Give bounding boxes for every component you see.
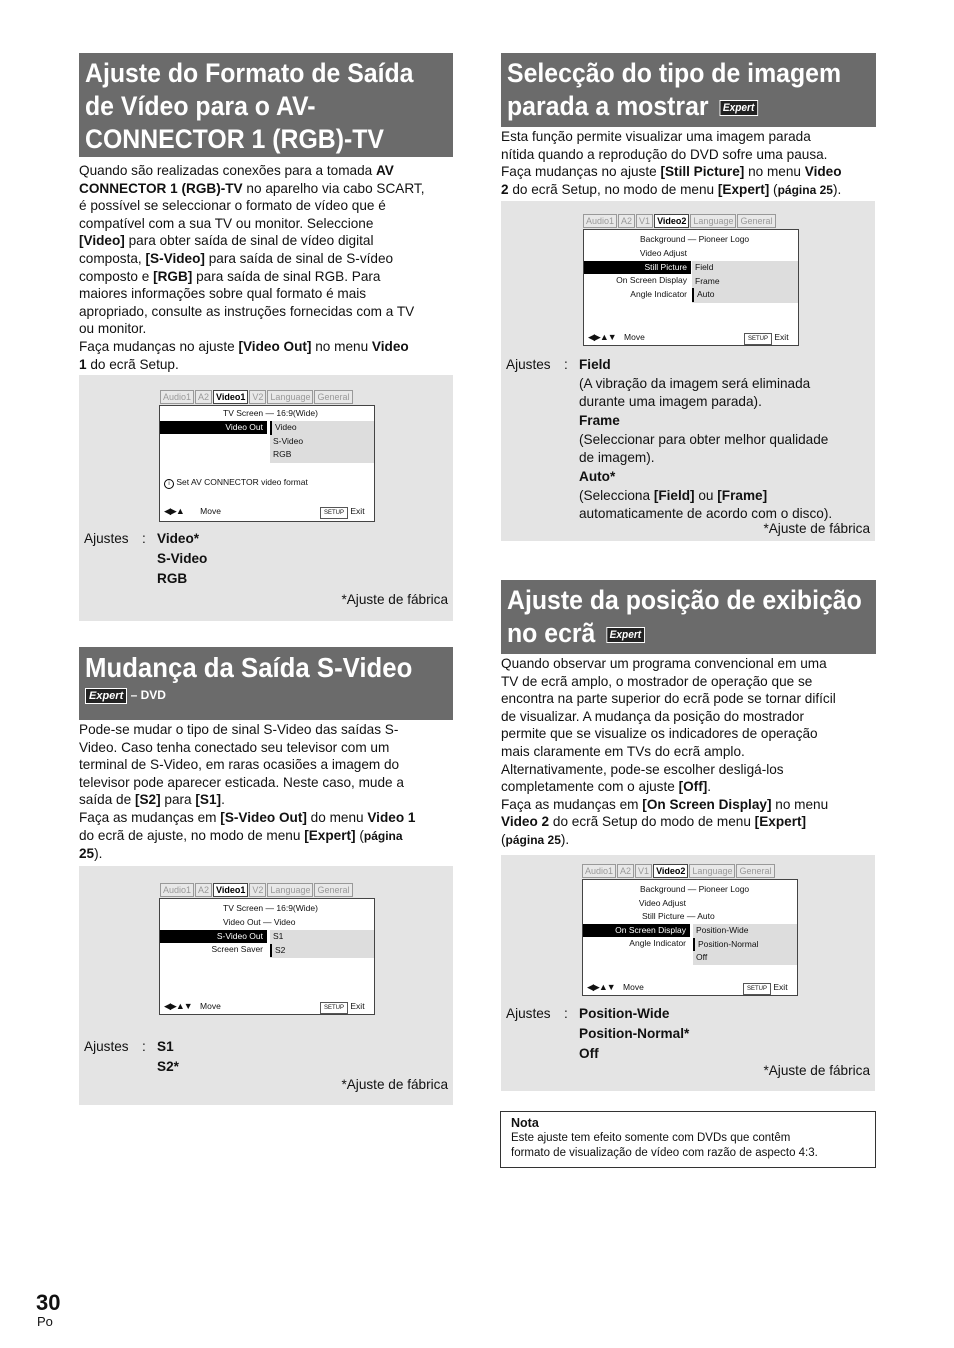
menu-row-video-adjust[interactable]: Video Adjust <box>639 248 687 258</box>
tab-language[interactable]: Language <box>690 214 736 228</box>
menu-row-tv-screen[interactable]: TV Screen — 16:9(Wide) <box>223 408 318 418</box>
menu-row-on-screen-display[interactable]: On Screen Display <box>583 924 690 937</box>
menu-tabs <box>160 390 354 404</box>
video-out-options <box>270 421 374 463</box>
tab-language[interactable]: Language <box>267 390 313 404</box>
tab-video2[interactable]: Video2 <box>654 214 689 228</box>
tab-video2[interactable]: Video2 <box>653 864 688 878</box>
tab-v2[interactable]: V2 <box>249 883 266 897</box>
menu-footer: ◀▶▲▼ Move SETUP Exit <box>588 332 794 343</box>
menu-tabs <box>582 864 776 878</box>
page-number: 30 <box>36 1290 61 1315</box>
option-s-video[interactable]: S-Video <box>273 435 304 446</box>
tab-v1[interactable]: V1 <box>635 864 652 878</box>
menu-row-still-picture[interactable]: Still Picture — Auto <box>642 911 715 921</box>
tab-language[interactable]: Language <box>689 864 735 878</box>
menu-row-angle-indicator[interactable]: Angle Indicator <box>630 289 687 299</box>
menu-row-s-video-out[interactable]: S-Video Out <box>160 930 267 943</box>
setup-screen <box>582 879 798 996</box>
section4-title-line2: no ecrã Expert <box>507 617 841 650</box>
option-off[interactable]: Off <box>696 952 708 962</box>
option-auto[interactable]: Auto <box>692 288 798 302</box>
setup-key-icon: SETUP <box>743 983 771 995</box>
section3-title-line1: Selecção do tipo de imagem <box>507 58 842 88</box>
expert-badge: Expert <box>85 688 127 704</box>
tab-a2[interactable]: A2 <box>195 883 212 897</box>
menu-row-on-screen-display[interactable]: On Screen Display <box>616 275 687 285</box>
setup-screen <box>583 229 799 346</box>
option-position-wide[interactable]: Position-Wide <box>696 925 749 935</box>
section4-title-line1: Ajuste da posição de exibição <box>507 585 862 615</box>
arrow-keys-icon: ◀▶▲▼ <box>588 332 616 342</box>
arrow-keys-icon: ◀▶▲ <box>164 506 184 516</box>
tab-video1[interactable]: Video1 <box>213 883 248 897</box>
tab-audio1[interactable]: Audio1 <box>583 214 617 228</box>
factory-note: *Ajuste de fábrica <box>341 592 448 607</box>
setup-screen <box>159 405 375 522</box>
ajustes-label: Ajustes <box>84 1039 129 1054</box>
option-position-normal[interactable]: Position-Normal <box>693 938 797 952</box>
menu-row-still-picture[interactable]: Still Picture <box>584 261 691 274</box>
menu-row-screen-saver[interactable]: Screen Saver <box>211 944 263 954</box>
section1-body: Quando são realizadas conexões para a tomada AV CONNECTOR 1 (RGB)-TV no aparelho via cabo SCART, é possível se seleccionar o formato de vídeo que é compatível com a sua TV ou monitor. Seleccione [Video] para obter saída de sinal de vídeo digital composta, [S-Video] para saída de sinal de S-vídeo composto e [RGB] para saída de sinal RGB. Para maiores informações sobre qual formato é mais apropriado, consulte as instruções fornecidas com a TV ou monitor. Faça mudanças no ajuste [Video Out] no menu Video 1 do ecrã Setup. <box>79 163 425 372</box>
tab-general[interactable]: General <box>737 214 775 228</box>
factory-note: *Ajuste de fábrica <box>341 1077 448 1092</box>
option-s1[interactable]: S1 <box>273 931 284 941</box>
section2-body: Pode-se mudar o tipo de sinal S-Video das saídas S- Video. Caso tenha conectado seu televisor com um terminal de S-Video, em raras ocasiões a imagem do televisor pode aparecer esticada. Neste caso, mude a saída de [S2] para [S1]. Faça as mudanças em [S-Video Out] do menu Video 1 do ecrã de ajuste, no modo de menu [Expert] (página 25). <box>79 722 416 862</box>
menu-row-background[interactable]: Background — Pioneer Logo <box>640 884 750 894</box>
page-language: Po <box>37 1314 53 1329</box>
section4-body: Quando observar um programa convencional em uma TV de ecrã amplo, o mostrador de operação que se encontra na parte superior do ecrã pode se tornar difícil de visualizar. A mudança da posição do mostrador permite que se visualize os indicadores de operação mais claramente em TVs do ecrã amplo. Alternativamente, pode-se escolher desligá-los completamente com o ajuste [Off]. Faça as mudanças em [On Screen Display] no menu Video 2 do ecrã Setup do modo de menu [Expert] (página 25). <box>501 656 836 847</box>
expert-badge: Expert <box>606 627 645 643</box>
option-rgb[interactable]: RGB <box>273 449 292 459</box>
ajustes-values: Field (A vibração da imagem será eliminada durante uma imagem parada). Frame (Seleccionar para obter melhor qualidade de imagem). Auto* (Selecciona [Field] ou [Frame] automaticamente de acordo com o disco). <box>579 357 833 521</box>
tab-v1[interactable]: V1 <box>636 214 653 228</box>
section2-menu-box: Audio1 A2 Video1 V2 Language General TV Screen — 16:9(Wide) Video Out — Video S-Video Out Screen Saver S1 S2 ◀▶▲▼ Move SETUP Exit Ajustes : S1 S2* *Ajuste de fábrica <box>79 866 453 1105</box>
tab-general[interactable]: General <box>314 883 352 897</box>
still-picture-options <box>692 261 798 303</box>
menu-row-angle-indicator[interactable]: Angle Indicator <box>629 938 686 948</box>
ajustes-label: Ajustes <box>506 357 551 372</box>
note-line1: Este ajuste tem efeito somente com DVDs que contêm <box>511 1132 791 1144</box>
tab-video1[interactable]: Video1 <box>213 390 248 404</box>
ajustes-label: Ajustes <box>506 1006 551 1021</box>
menu-row-background[interactable]: Background — Pioneer Logo <box>640 234 750 244</box>
tab-a2[interactable]: A2 <box>617 864 634 878</box>
arrow-keys-icon: ◀▶▲▼ <box>587 982 615 992</box>
section1-menu-box: Audio1 A2 Video1 V2 Language General TV Screen — 16:9(Wide) Video Out Video S-Video RGB i Set AV CONNECTOR video format ◀▶▲ Move SETUP Exit Ajustes : Video* S-Video RGB *Ajuste de fábrica <box>79 375 453 621</box>
section3-body: Esta função permite visualizar uma imagem parada nítida quando a reprodução do DVD sofre uma pausa. Faça mudanças no ajuste [Still Picture] no menu Video 2 do ecrã Setup, no modo de menu [Expert] (página 25). <box>501 129 842 197</box>
setup-screen <box>159 898 375 1015</box>
arrow-keys-icon: ◀▶▲▼ <box>164 1001 192 1011</box>
setup-key-icon: SETUP <box>320 1002 348 1014</box>
section3-header <box>501 53 876 127</box>
menu-row-video-out[interactable]: Video Out <box>160 421 267 434</box>
section4-menu-box: Audio1 A2 V1 Video2 Language General Background — Pioneer Logo Video Adjust Still Picture — Auto On Screen Display Angle Indicator Position-Wide Position-Normal Off ◀▶▲▼ Move SETUP Exit Ajustes : Position-Wide Position-Normal* Off *Ajuste de fábrica <box>501 855 875 1091</box>
section1-title-line2: de Vídeo para o AV- <box>85 91 316 121</box>
note-line2: formato de visualização de vídeo com razão de aspecto 4:3. <box>511 1147 818 1159</box>
option-frame[interactable]: Frame <box>695 275 720 286</box>
menu-row-video-out[interactable]: Video Out — Video <box>223 917 296 927</box>
info-icon: i <box>164 479 174 489</box>
tab-audio1[interactable]: Audio1 <box>160 390 194 404</box>
setup-key-icon: SETUP <box>320 507 348 519</box>
s-video-options <box>270 930 374 958</box>
tab-v2[interactable]: V2 <box>249 390 266 404</box>
tab-audio1[interactable]: Audio1 <box>582 864 616 878</box>
note-box <box>500 1111 876 1168</box>
section1-title-line3: CONNECTOR 1 (RGB)-TV <box>85 124 385 154</box>
menu-info: i Set AV CONNECTOR video format <box>164 476 308 489</box>
on-screen-display-options <box>693 924 797 965</box>
menu-row-tv-screen[interactable]: TV Screen — 16:9(Wide) <box>223 903 318 913</box>
option-s2[interactable]: S2 <box>270 944 374 958</box>
tab-a2[interactable]: A2 <box>195 390 212 404</box>
menu-footer: ◀▶▲▼ Move SETUP Exit <box>587 982 793 993</box>
menu-footer: ◀▶▲▼ Move SETUP Exit <box>164 1001 370 1012</box>
note-title: Nota <box>511 1116 539 1130</box>
menu-footer: ◀▶▲ Move SETUP Exit <box>164 506 370 517</box>
section1-title-line1: Ajuste do Formato de Saída <box>85 58 414 88</box>
menu-tabs <box>160 883 354 897</box>
factory-note: *Ajuste de fábrica <box>763 1063 870 1078</box>
menu-tabs <box>583 214 777 228</box>
option-video[interactable]: Video <box>270 421 374 435</box>
tab-language[interactable]: Language <box>267 883 313 897</box>
option-field[interactable]: Field <box>695 262 714 272</box>
tab-general[interactable]: General <box>314 390 352 404</box>
section2-header: Mudança da Saída S-Video Expert – DVD <box>79 647 453 720</box>
section2-title: Mudança da Saída S-Video <box>85 652 413 683</box>
section3-title-line2: parada a mostrar Expert <box>507 90 841 123</box>
ajustes-values: S1 S2* <box>157 1039 179 1074</box>
setup-key-icon: SETUP <box>744 333 772 345</box>
tab-audio1[interactable]: Audio1 <box>160 883 194 897</box>
section4-header <box>501 580 876 654</box>
menu-row-video-adjust[interactable]: Video Adjust <box>638 898 686 908</box>
section3-menu-box: Audio1 A2 V1 Video2 Language General Background — Pioneer Logo Video Adjust Still Picture On Screen Display Angle Indicator Field Frame Auto ◀▶▲▼ Move SETUP Exit Ajustes : Field (A vibração da imagem será eliminada durante uma imagem parada). Frame (Seleccionar para obter melhor qualidade de imagem). Auto* (Selecciona [Field] ou [Frame] automaticamente de acordo com o disco). *Ajuste de fábrica <box>501 201 875 541</box>
factory-note: *Ajuste de fábrica <box>763 521 870 536</box>
section1-header <box>79 53 453 157</box>
ajustes-values: Video* S-Video RGB <box>157 531 208 586</box>
tab-a2[interactable]: A2 <box>618 214 635 228</box>
expert-badge: Expert <box>719 100 758 116</box>
tab-general[interactable]: General <box>736 864 774 878</box>
ajustes-values: Position-Wide Position-Normal* Off <box>579 1006 690 1061</box>
ajustes-label: Ajustes <box>84 531 129 546</box>
